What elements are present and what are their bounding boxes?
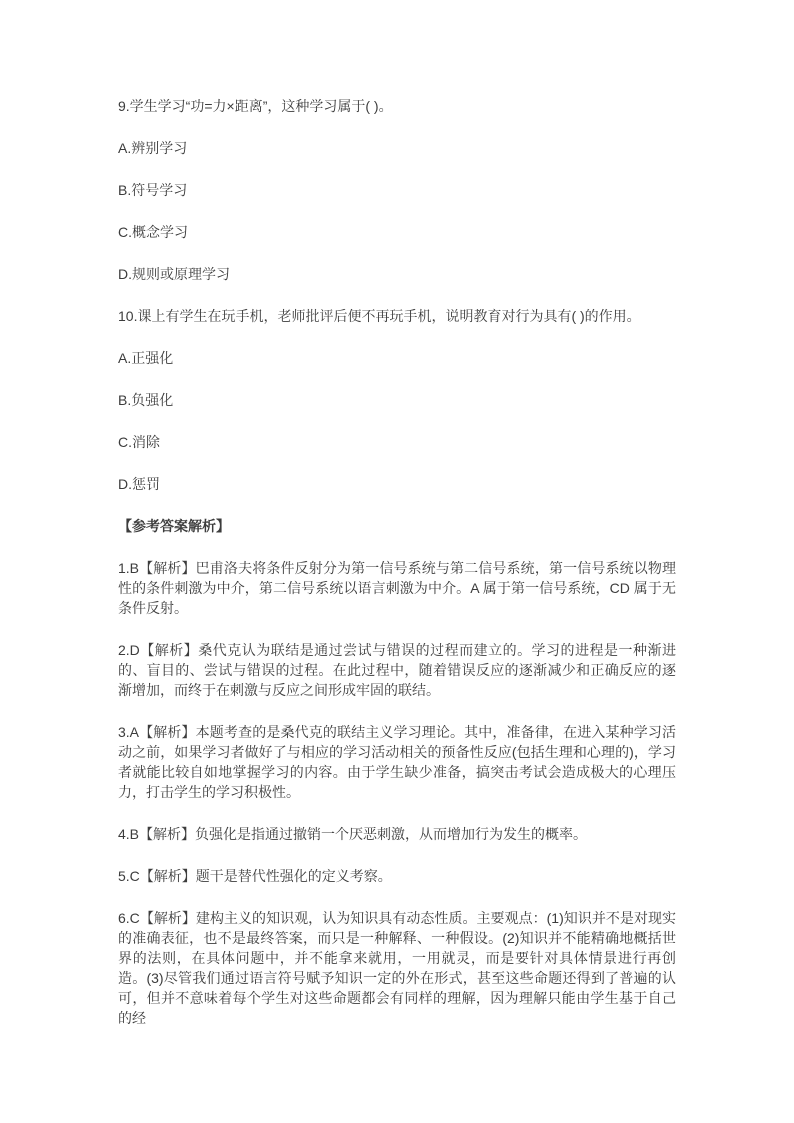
question-9-option-b: B.符号学习 [118, 182, 188, 198]
explanation-3: 3.A【解析】本题考查的是桑代克的联结主义学习理论。其中，准备律，在进入某种学习活动之前，如果学习者做好了与相应的学习活动相关的预备性反应(包括生理和心理的)，学习者就能比较自如地掌握学习的内容。由于学生缺少准备，搞突击考试会造成极大的心理压力，打击学生的学习积极性。 [118, 724, 676, 800]
question-9-option-a: A.辨别学习 [118, 140, 188, 156]
question-9-stem: 9.学生学习“功=力×距离”，这种学习属于( )。 [118, 98, 393, 114]
question-10-option-a: A.正强化 [118, 350, 174, 366]
explanation-4: 4.B【解析】负强化是指通过撤销一个厌恶刺激，从而增加行为发生的概率。 [118, 826, 588, 842]
question-10-option-b: B.负强化 [118, 392, 174, 408]
question-10-option-c: C.消除 [118, 434, 160, 450]
question-10-stem: 10.课上有学生在玩手机，老师批评后便不再玩手机，说明教育对行为具有( )的作用。 [118, 308, 641, 324]
explanation-2: 2.D【解析】桑代克认为联结是通过尝试与错误的过程而建立的。学习的进程是一种渐进的、盲目的、尝试与错误的过程。在此过程中，随着错误反应的逐渐减少和正确反应的逐渐增加，而终于在刺激与反应之间形成牢固的联结。 [118, 642, 676, 698]
explanation-5: 5.C【解析】题干是替代性强化的定义考察。 [118, 868, 392, 884]
question-10-option-d: D.惩罚 [118, 476, 160, 492]
explanation-6: 6.C【解析】建构主义的知识观，认为知识具有动态性质。主要观点：(1)知识并不是对现实的准确表征，也不是最终答案，而只是一种解释、一种假设。(2)知识并不能精确地概括世界的法则，在具体问题中，并不能拿来就用，一用就灵，而是要针对具体情景进行再创造。(3)尽管我们通过语言符号赋予知识一定的外在形式，甚至这些命题还得到了普遍的认可，但并不意味着每个学生对这些命题都会有同样的理解，因为理解只能由学生基于自己的经 [118, 910, 676, 1026]
question-9-option-c: C.概念学习 [118, 224, 188, 240]
explanation-1: 1.B【解析】巴甫洛夫将条件反射分为第一信号系统与第二信号系统，第一信号系统以物理性的条件刺激为中介，第二信号系统以语言刺激为中介。A 属于第一信号系统，CD 属于无条件反射。 [118, 560, 676, 616]
question-9-option-d: D.规则或原理学习 [118, 266, 230, 282]
answer-section-heading: 【参考答案解析】 [118, 518, 230, 534]
